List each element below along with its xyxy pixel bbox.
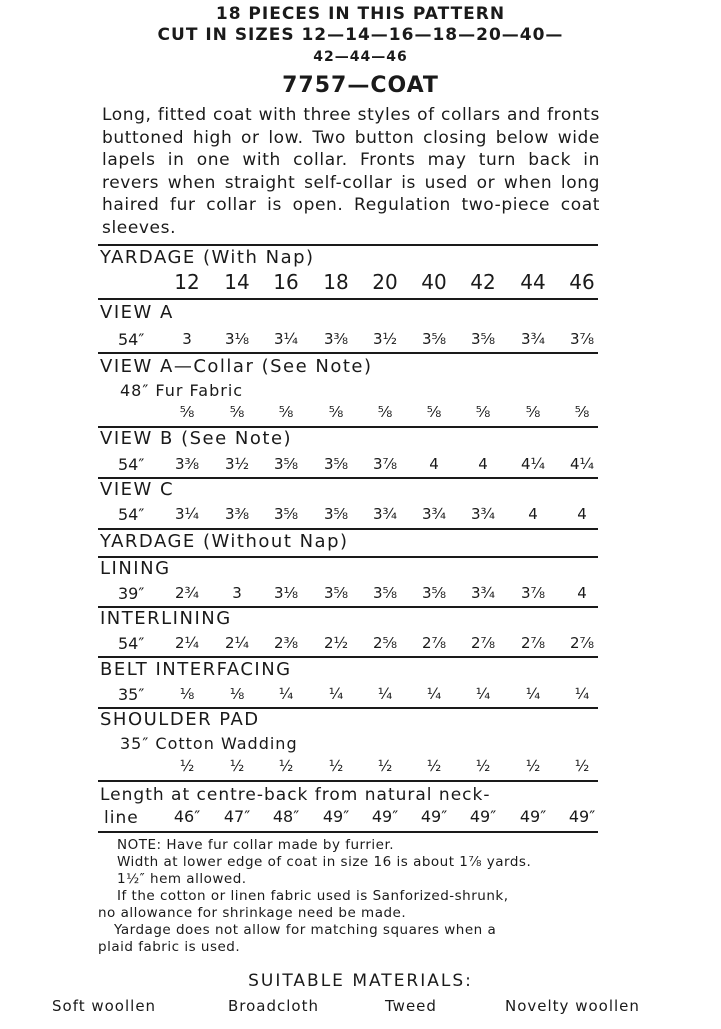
size-cell: 3¼ bbox=[174, 505, 200, 523]
size-cell: 49″ bbox=[371, 807, 399, 826]
size-cell: 49″ bbox=[469, 807, 497, 826]
size-cell: 3⅝ bbox=[323, 584, 349, 602]
material-item: Soft woollen bbox=[52, 997, 157, 1015]
pieces-count: 18 PIECES IN THIS PATTERN bbox=[215, 4, 506, 24]
size-cell: 2⅝ bbox=[372, 634, 398, 652]
size-cell: 48″ bbox=[272, 807, 300, 826]
size-cell: 2⅞ bbox=[421, 634, 447, 652]
size-cell: 2⅜ bbox=[273, 634, 299, 652]
size-cell: 44 bbox=[520, 270, 546, 294]
size-cell: 4¼ bbox=[520, 455, 546, 473]
size-cell: 3¾ bbox=[470, 584, 496, 602]
size-cell: 3⅞ bbox=[372, 455, 398, 473]
size-cell: 4 bbox=[577, 505, 587, 523]
size-cell: 3⅞ bbox=[520, 584, 546, 602]
size-cell: ¼ bbox=[574, 685, 590, 703]
size-cell: ¼ bbox=[475, 685, 491, 703]
yardage-with-nap-heading: YARDAGE (With Nap) bbox=[100, 247, 315, 268]
size-cell: ⅝ bbox=[574, 403, 590, 421]
size-cell: 2⅞ bbox=[470, 634, 496, 652]
divider bbox=[98, 298, 598, 300]
view-a-width: 54″ bbox=[118, 330, 145, 349]
size-cell: 3⅝ bbox=[421, 330, 447, 348]
size-cell: 3⅝ bbox=[372, 584, 398, 602]
size-cell: ½ bbox=[574, 757, 590, 775]
suitable-materials-heading: SUITABLE MATERIALS: bbox=[248, 971, 473, 991]
divider bbox=[98, 780, 598, 782]
view-b-label: VIEW B (See Note) bbox=[100, 428, 293, 449]
size-cell: ½ bbox=[179, 757, 195, 775]
note-line-5: no allowance for shrinkage need be made. bbox=[98, 905, 407, 921]
size-cell: 3⅝ bbox=[323, 505, 349, 523]
size-cell: ⅝ bbox=[377, 403, 393, 421]
size-cell: ¼ bbox=[377, 685, 393, 703]
pattern-description: Long, fitted coat with three styles of collars and fronts buttoned high or low. Two button closing below wide lapels in one with collar. Fronts may turn back in revers when straight self-collar is used or when long haired fur collar is open. Regulation two-piece coat sleeves. bbox=[102, 105, 600, 238]
divider bbox=[98, 352, 598, 354]
interlining-width: 54″ bbox=[118, 634, 145, 653]
size-cell: 2⅞ bbox=[569, 634, 595, 652]
lining-label: LINING bbox=[100, 558, 171, 579]
size-cell: 3⅞ bbox=[569, 330, 595, 348]
size-cell: ⅝ bbox=[179, 403, 195, 421]
size-cell: ½ bbox=[229, 757, 245, 775]
divider bbox=[98, 656, 598, 658]
length-label: Length at centre-back from natural neck- bbox=[100, 785, 491, 805]
size-cell: 49″ bbox=[322, 807, 350, 826]
shoulder-pad-label: SHOULDER PAD bbox=[100, 709, 260, 730]
size-cell: 49″ bbox=[519, 807, 547, 826]
view-a-label: VIEW A bbox=[100, 302, 174, 323]
size-cell: ⅛ bbox=[229, 685, 245, 703]
size-cell: 3¾ bbox=[372, 505, 398, 523]
size-cell: 3¾ bbox=[520, 330, 546, 348]
size-cell: ½ bbox=[426, 757, 442, 775]
size-cell: 46″ bbox=[173, 807, 201, 826]
material-item: Broadcloth bbox=[228, 997, 319, 1015]
note-line-4: If the cotton or linen fabric used is Sanforized-shrunk, bbox=[117, 888, 509, 904]
size-cell: 4 bbox=[429, 455, 439, 473]
size-cell: 2¼ bbox=[174, 634, 200, 652]
size-cell: 18 bbox=[323, 270, 349, 294]
view-c-label: VIEW C bbox=[100, 479, 175, 500]
size-cell: ¼ bbox=[278, 685, 294, 703]
note-line-3: 1½″ hem allowed. bbox=[117, 871, 247, 887]
size-cell: ⅝ bbox=[328, 403, 344, 421]
size-cell: 3¾ bbox=[470, 505, 496, 523]
size-cell: 4¼ bbox=[569, 455, 595, 473]
size-cell: 3½ bbox=[372, 330, 398, 348]
material-item: Tweed bbox=[385, 997, 437, 1015]
size-cell: 2⅞ bbox=[520, 634, 546, 652]
size-cell: 3⅝ bbox=[421, 584, 447, 602]
belt-interfacing-width: 35″ bbox=[118, 685, 145, 704]
size-cell: 49″ bbox=[568, 807, 596, 826]
length-label-cont: line bbox=[104, 808, 139, 828]
size-cell: 40 bbox=[421, 270, 447, 294]
size-cell: 2¾ bbox=[174, 584, 200, 602]
size-cell: 14 bbox=[224, 270, 250, 294]
size-cell: 3⅝ bbox=[273, 505, 299, 523]
sizes-line-2: 42—44—46 bbox=[313, 49, 408, 65]
size-cell: ½ bbox=[328, 757, 344, 775]
size-cell: 12 bbox=[174, 270, 200, 294]
size-cell: 2¼ bbox=[224, 634, 250, 652]
size-cell: 49″ bbox=[420, 807, 448, 826]
size-cell: 3⅝ bbox=[273, 455, 299, 473]
view-c-width: 54″ bbox=[118, 505, 145, 524]
size-cell: ⅝ bbox=[426, 403, 442, 421]
pattern-title: 7757—COAT bbox=[282, 73, 439, 98]
size-cell: ⅝ bbox=[278, 403, 294, 421]
size-cell: 4 bbox=[577, 584, 587, 602]
size-cell: 3⅜ bbox=[174, 455, 200, 473]
view-a-collar-fabric: 48″ Fur Fabric bbox=[120, 381, 244, 400]
size-cell: ⅛ bbox=[179, 685, 195, 703]
size-cell: 3⅛ bbox=[273, 584, 299, 602]
size-cell: ¼ bbox=[525, 685, 541, 703]
divider bbox=[98, 244, 598, 246]
size-cell: 2½ bbox=[323, 634, 349, 652]
size-cell: 3⅝ bbox=[470, 330, 496, 348]
size-cell: ½ bbox=[377, 757, 393, 775]
yardage-without-nap-heading: YARDAGE (Without Nap) bbox=[100, 531, 349, 552]
size-cell: 4 bbox=[478, 455, 488, 473]
size-cell: ⅝ bbox=[525, 403, 541, 421]
size-cell: 3½ bbox=[224, 455, 250, 473]
size-cell: ½ bbox=[525, 757, 541, 775]
size-cell: 42 bbox=[470, 270, 496, 294]
belt-interfacing-label: BELT INTERFACING bbox=[100, 659, 292, 680]
size-cell: ½ bbox=[475, 757, 491, 775]
view-b-width: 54″ bbox=[118, 455, 145, 474]
size-cell: 3 bbox=[232, 584, 242, 602]
size-cell: 16 bbox=[273, 270, 299, 294]
size-cell: 47″ bbox=[223, 807, 251, 826]
sizes-line-1: CUT IN SIZES 12—14—16—18—20—40— bbox=[157, 25, 564, 45]
lining-width: 39″ bbox=[118, 584, 145, 603]
note-line-6: Yardage does not allow for matching squares when a bbox=[114, 922, 497, 938]
size-cell: 3¾ bbox=[421, 505, 447, 523]
divider bbox=[98, 528, 598, 530]
view-a-collar-label: VIEW A—Collar (See Note) bbox=[100, 356, 373, 377]
shoulder-pad-material: 35″ Cotton Wadding bbox=[120, 734, 298, 753]
size-cell: 3¼ bbox=[273, 330, 299, 348]
material-item: Novelty woollen bbox=[505, 997, 640, 1015]
interlining-label: INTERLINING bbox=[100, 608, 232, 629]
size-cell: 3⅛ bbox=[224, 330, 250, 348]
divider bbox=[98, 831, 598, 833]
size-cell: ½ bbox=[278, 757, 294, 775]
size-cell: ¼ bbox=[426, 685, 442, 703]
note-line-1: NOTE: Have fur collar made by furrier. bbox=[117, 837, 395, 853]
size-cell: ⅝ bbox=[475, 403, 491, 421]
size-cell: ⅝ bbox=[229, 403, 245, 421]
size-cell: 3⅜ bbox=[224, 505, 250, 523]
note-line-2: Width at lower edge of coat in size 16 is about 1⅞ yards. bbox=[117, 854, 532, 870]
size-cell: 3⅜ bbox=[323, 330, 349, 348]
size-cell: 20 bbox=[372, 270, 398, 294]
size-cell: 3 bbox=[182, 330, 192, 348]
size-cell: 46 bbox=[569, 270, 595, 294]
note-line-7: plaid fabric is used. bbox=[98, 939, 241, 955]
size-cell: ¼ bbox=[328, 685, 344, 703]
size-cell: 3⅝ bbox=[323, 455, 349, 473]
size-cell: 4 bbox=[528, 505, 538, 523]
divider bbox=[98, 556, 598, 558]
